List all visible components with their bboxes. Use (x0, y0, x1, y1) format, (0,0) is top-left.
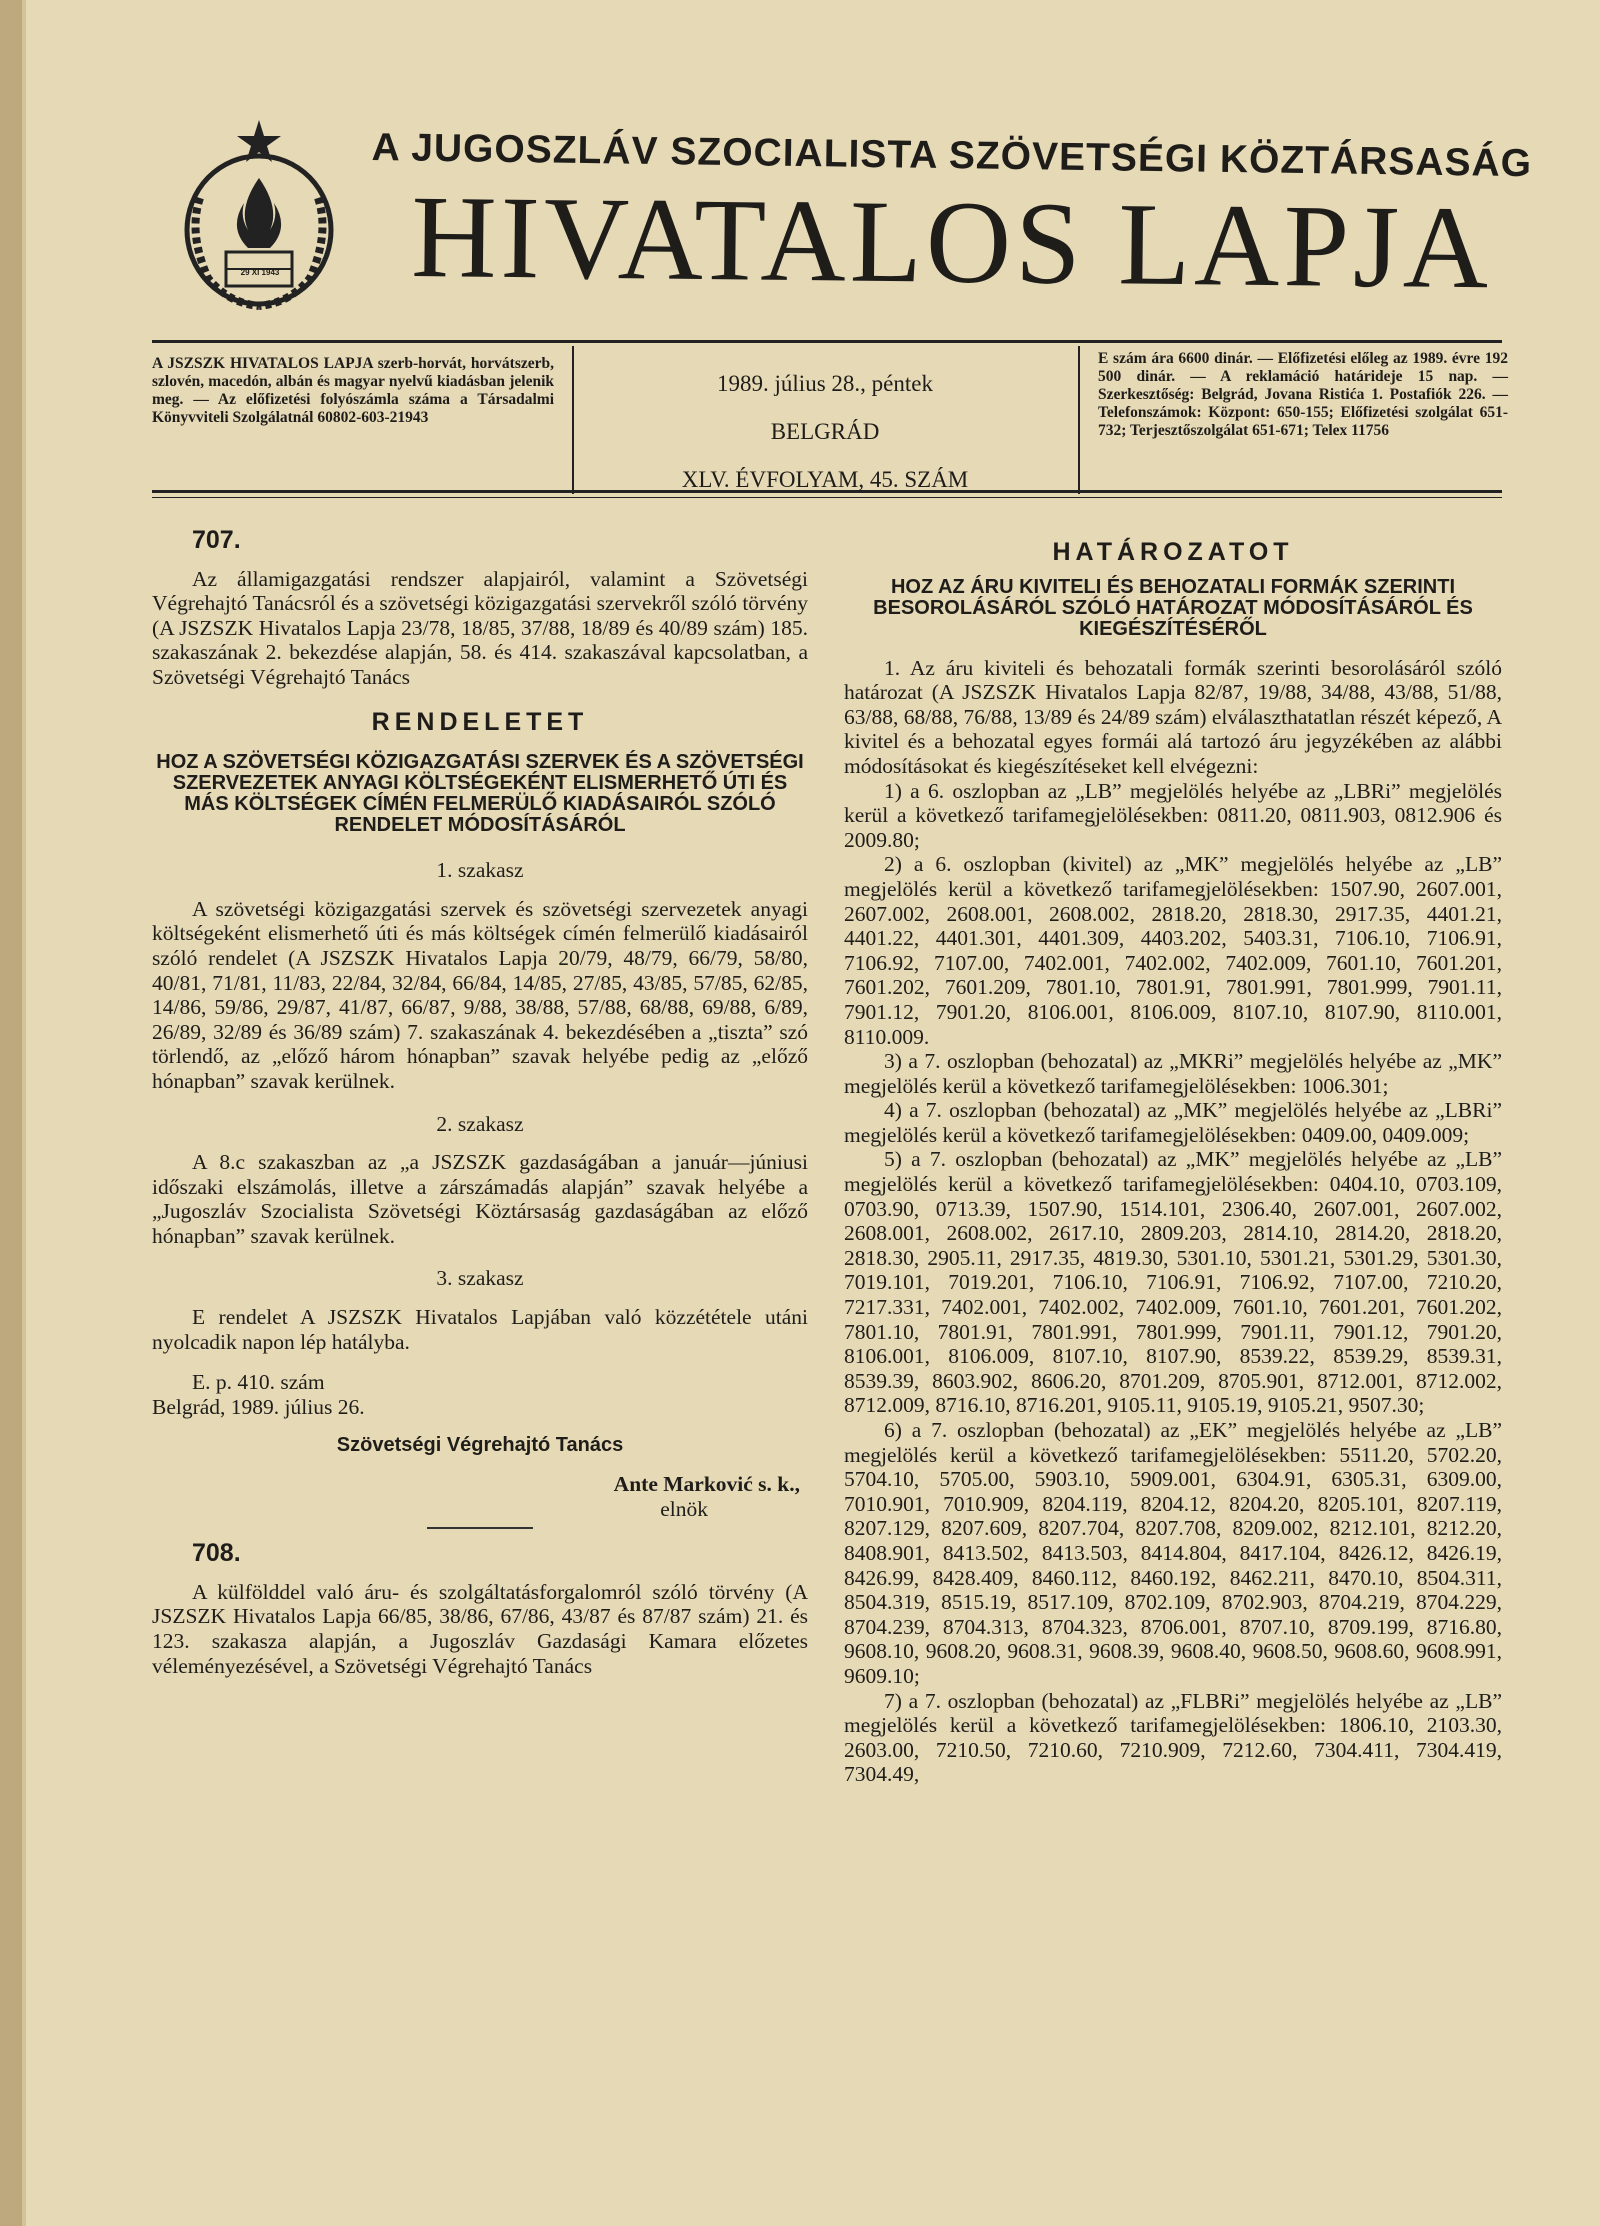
decision-item-3: 3) a 7. oszlopban (behozatal) az „MKRi” megjelölés helyébe az „MK” megjelölés kerül a következő tarifamegjelölésekben: 1006.301; (844, 1049, 1502, 1098)
state-emblem (178, 118, 340, 318)
issue-place: BELGRÁD (770, 419, 880, 444)
pricing-contact-info: E szám ára 6600 dinár. — Előfizetési előleg az 1989. évre 192 500 dinár. — A reklamáció határideje 15 nap. — Szerkesztőség: Belgrád, Jovana Ristića 1. Postafiók 226. — Telefonszámok: Központ: 650-155; Előfizetési szolgálat 651-732; Terjesztőszolgálat 651-671; Telex 11756 (1098, 350, 1508, 439)
decree-title: HOZ A SZÖVETSÉGI KÖZIGAZGATÁSI SZERVEK ÉS A SZÖVETSÉGI SZERVEZETEK ANYAGI KÖLTSÉGEKÉNT ELISMERHETŐ ÚTI ÉS MÁS KÖLTSÉGEK CÍMÉN FELMERÜLŐ KIADÁSAIRÓL SZÓLÓ RENDELET MÓDOSÍTÁSÁRÓL (156, 751, 804, 837)
right-column (844, 540, 1502, 1787)
signer-role: elnök (660, 1496, 708, 1521)
intro-708: A külfölddel való áru- és szolgáltatásforgalomról szóló törvény (A JSZSZK Hivatalos Lapja 66/85, 38/86, 67/86, 43/87 és 87/87 szám) 21. és 123. szakasza alapján, a Jugoszláv Gazdasági Kamara előzetes véleményezésével, a Szövetségi Végrehajtó Tanács (152, 1579, 808, 1678)
decision-heading: HATÁROZATOT (1052, 538, 1294, 566)
decision-item-2: 2) a 6. oszlopban (kivitel) az „MK” megjelölés helyébe az „LB” megjelölés kerül a következő tarifamegjelölésekben: 1507.90, 2607.001, 2607.002, 2608.001, 2608.002, 2818.20, 2818.30, 2917.35, 4401.21, 4401.22, 4401.301, 4401.309, 4403.202, 5403.31, 7106.10, 7106.91, 7106.92, 7107.00, 7402.001, 7402.002, 7402.009, 7601.10, 7601.201, 7601.202, 7601.209, 7801.10, 7801.91, 7801.991, 7801.999, 7901.11, 7901.12, 7901.20, 8106.001, 8106.009, 8107.10, 8107.90, 8110.001, 8110.009. (844, 852, 1502, 1049)
issue-info (590, 360, 1060, 504)
decision-item-7: 7) a 7. oszlopban (behozatal) az „FLBRi” megjelölés helyébe az „LB” megjelölés kerül a következő tarifamegjelölésekben: 1806.10, 2103.30, 2603.00, 7210.50, 7210.60, 7210.909, 7212.60, 7304.411, 7304.419, 7304.49, (844, 1688, 1502, 1787)
item-number-707: 707. (192, 526, 241, 554)
decision-item-4: 4) a 7. oszlopban (behozatal) az „MK” megjelölés helyébe az „LBRi” megjelölés kerül a következő tarifamegjelölésekben: 0409.00, 0409.009; (844, 1098, 1502, 1147)
section-3-text: E rendelet A JSZSZK Hivatalos Lapjában való közzététele utáni nyolcadik napon lép hatályba. (152, 1305, 808, 1354)
section-separator (427, 1527, 533, 1529)
section-1-heading: 1. szakasz (436, 858, 524, 883)
place-and-date: Belgrád, 1989. július 26. (152, 1394, 365, 1419)
council-name: Szövetségi Végrehajtó Tanács (336, 1434, 624, 1457)
issue-number: XLV. ÉVFOLYAM, 45. SZÁM (681, 467, 969, 492)
item-number-708: 708. (192, 1539, 241, 1568)
page-binding-shadow (22, 0, 26, 2226)
decree-heading: RENDELETET (371, 707, 589, 736)
section-3-heading: 3. szakasz (436, 1266, 524, 1291)
section-1-text: A szövetségi közigazgatási szervek és szövetségi szervezetek anyagi költségeként elismerhető úti és más költségek címén felmerülő kiadásairól szóló rendelet (A JSZSZK Hivatalos Lapja 20/79, 48/79, 66/79, 58/80, 40/81, 71/81, 11/83, 22/84, 32/84, 66/84, 14/85, 27/85, 43/85, 57/85, 62/85, 14/86, 59/86, 29/87, 41/87, 66/87, 9/88, 38/88, 57/88, 68/88, 69/88, 6/89, 26/89, 32/89 és 36/89 szám) 7. szakaszának 4. bekezdésében a „tiszta” szó törlendő, az „előző három hónapban” szavak helyébe pedig az „előző hónapban” szavak kerülnek. (152, 896, 808, 1093)
reference-number: E. p. 410. szám (192, 1370, 325, 1395)
section-2-text: A 8.c szakaszban az „a JSZSZK gazdaságában a január—júniusi időszaki elszámolás, illetve a zárszámadás alapján” szavak helyébe a „Jugoszláv Szocialista Szövetségi Köztársaság gazdaságában az előző hónapban” szavak kerülnek. (152, 1150, 808, 1248)
newspaper-title: HIVATALOS LAPJA (410, 171, 1493, 314)
republic-name: A JUGOSZLÁV SZOCIALISTA SZÖVETSÉGI KÖZTÁRSASÁG (371, 126, 1533, 186)
emblem-date: 29 XI 1943 (240, 268, 280, 277)
page-binding-edge (0, 0, 22, 2226)
left-column (152, 528, 808, 1678)
decision-title: HOZ AZ ÁRU KIVITELI ÉS BEHOZATALI FORMÁK SZERINTI BESOROLÁSÁRÓL SZÓLÓ HATÁROZAT MÓDOSÍTÁSÁRÓL ÉS KIEGÉSZÍTÉSÉRŐL (873, 575, 1473, 640)
signer-name: Ante Marković s. k., (613, 1472, 800, 1497)
decision-item-1: 1) a 6. oszlopban az „LB” megjelölés helyébe az „LBRi” megjelölés kerül a következő tarifamegjelölésekben: 0811.20, 0811.903, 0812.906 és 2009.80; (844, 778, 1502, 852)
decision-item-5: 5) a 7. oszlopban (behozatal) az „MK” megjelölés helyébe az „LB” megjelölés kerül a következő tarifamegjelölésekben: 0404.10, 0703.109, 0703.90, 0713.39, 1507.90, 1514.101, 2306.40, 2607.001, 2607.002, 2608.001, 2608.002, 2617.10, 2809.203, 2814.10, 2814.20, 2818.20, 2818.30, 2905.11, 2917.35, 4819.30, 5301.10, 5301.21, 5301.29, 5301.30, 7019.101, 7019.201, 7106.10, 7106.91, 7106.92, 7107.00, 7210.20, 7217.331, 7402.001, 7402.002, 7402.009, 7601.10, 7601.201, 7601.202, 7801.10, 7801.91, 7801.991, 7801.999, 7901.11, 7901.12, 7901.20, 8106.001, 8106.009, 8107.10, 8107.90, 8539.22, 8539.29, 8539.31, 8539.39, 8603.902, 8606.20, 8701.209, 8705.901, 8712.001, 8712.002, 8712.009, 8716.10, 8716.201, 9105.11, 9105.19, 9105.21, 9507.30; (844, 1147, 1502, 1418)
publication-info: A JSZSZK HIVATALOS LAPJA szerb-horvát, horvátszerb, szlovén, macedón, albán és magyar nyelvű kiadásban jelenik meg. — Az előfizetési folyószámla száma a Társadalmi Könyvviteli Szolgálatnál 60802-603-21943 (152, 355, 554, 426)
info-divider-right (1078, 346, 1080, 494)
section-2-heading: 2. szakasz (436, 1111, 524, 1136)
issue-date: 1989. július 28., péntek (717, 371, 933, 396)
intro-707: Az államigazgatási rendszer alapjairól, valamint a Szövetségi Végrehajtó Tanácsról és a szövetségi közigazgatási szervekről szóló törvény (A JSZSZK Hivatalos Lapja 23/78, 18/85, 37/88, 18/89 és 40/89 szám) 185. szakaszának 2. bekezdése alapján, 58. és 414. szakaszával kapcsolatban, a Szövetségi Végrehajtó Tanács (152, 566, 808, 689)
masthead-top-rule (152, 340, 1502, 343)
info-divider-left (572, 346, 574, 494)
decision-item-6: 6) a 7. oszlopban (behozatal) az „EK” megjelölés helyébe az „LB” megjelölés kerül a következő tarifamegjelölésekben: 5511.20, 5702.20, 5704.10, 5705.00, 5903.10, 5909.001, 6304.91, 6305.31, 6309.00, 7010.901, 7010.909, 8204.119, 8204.12, 8204.20, 8205.101, 8207.119, 8207.129, 8207.609, 8207.704, 8207.708, 8209.002, 8212.101, 8212.20, 8408.901, 8413.502, 8413.503, 8414.804, 8417.104, 8426.12, 8426.19, 8426.99, 8428.409, 8460.112, 8460.192, 8462.211, 8470.10, 8504.311, 8504.319, 8515.19, 8517.109, 8702.109, 8702.903, 8704.219, 8704.229, 8704.239, 8704.313, 8704.323, 8706.001, 8707.10, 8709.199, 8716.80, 9608.10, 9608.20, 9608.31, 9608.39, 9608.40, 9608.50, 9608.60, 9608.991, 9609.10; (844, 1418, 1502, 1688)
decision-paragraph-1: 1. Az áru kiviteli és behozatali formák szerinti besorolásáról szóló határozat (A JSZSZK Hivatalos Lapja 82/87, 19/88, 34/88, 43/88, 51/88, 63/88, 68/88, 76/88, 13/89 és 24/89 szám) elválaszthatatlan részét képező, A kivitel és a behozatal egyes formái alá tartozó áru jegyzékében az alábbi módosításokat és kiegészítéseket kell elvégezni: (844, 655, 1502, 778)
